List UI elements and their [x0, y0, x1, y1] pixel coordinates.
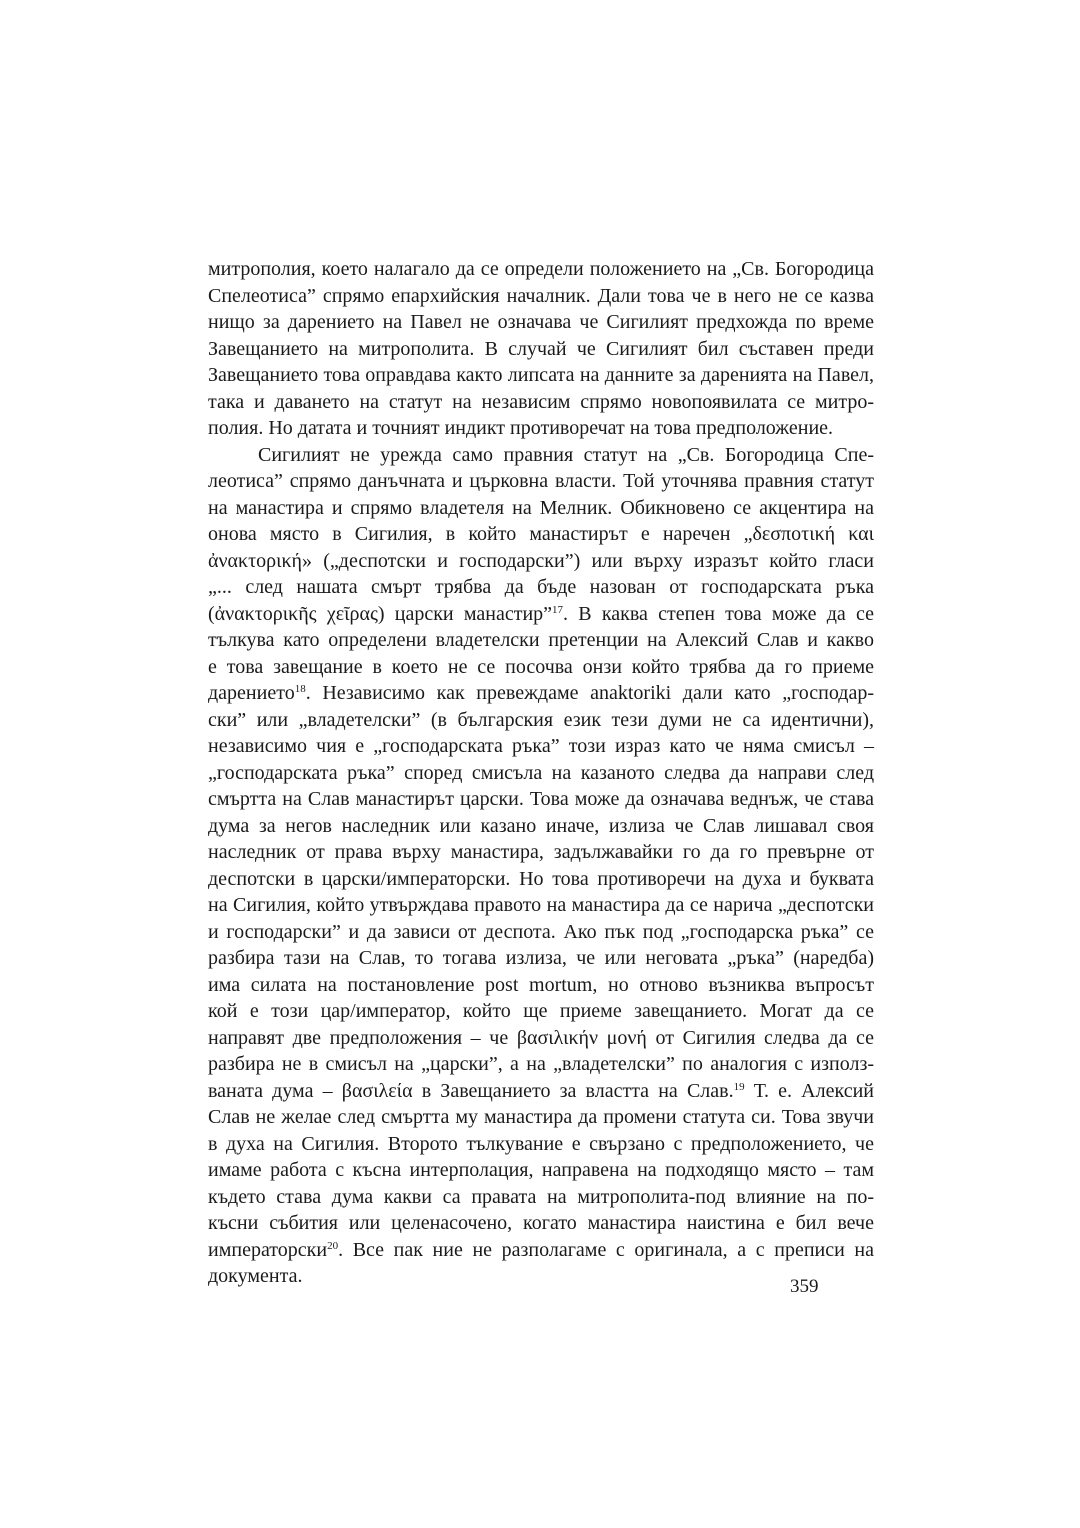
text-line: Завещанието на митрополита. В случай че Сигилият бил съставен преди: [208, 337, 874, 360]
footnote-ref-18[interactable]: 18: [294, 683, 306, 695]
text-line: [208, 680, 874, 707]
text-line: и господарски” и да зависи от деспота. Ако пък под „господарска ръка” се: [208, 920, 874, 943]
text-line: „господарската ръка” според смисъла на казаното следва да направи след: [208, 761, 874, 784]
paragraph-start-line: Сигилият не урежда само правния статут на „Св. Богородица Спе-: [258, 443, 874, 466]
line-text: дарението: [208, 682, 295, 704]
text-line: [208, 1237, 874, 1264]
text-line: е това завещание в което не се посочва онзи който трябва да го приеме: [208, 655, 874, 678]
text-line: разбира тази на Слав, то тогава излиза, че или неговата „ръка” (наредба): [208, 947, 874, 969]
body-text: [208, 256, 874, 1290]
text-line: наследник от права върху манастира, задължавайки го да го превърне от: [208, 841, 874, 863]
text-line: онова място в Сигилия, в който манастирът е наречен „δεσποτική και: [208, 523, 874, 545]
text-line: Завещанието това оправдава както липсата на данните за даренията на Павел,: [208, 364, 874, 386]
text-line: смъртта на Слав манастирът царски. Това може да означава веднъж, че става: [208, 788, 874, 810]
line-text: . В каква степен това може да се: [563, 602, 874, 625]
text-line: разбира не в смисъл на „царски”, а на „владетелски” по аналогия с използ-: [208, 1053, 874, 1075]
text-line: документа.: [208, 1265, 303, 1287]
footnote-ref-19[interactable]: 19: [733, 1080, 745, 1093]
page-number: 359: [790, 1276, 819, 1297]
text-line: в духа на Сигилия. Второто тълкувание е свързано с предположението, че: [208, 1132, 874, 1155]
text-line: кой е този цар/император, който ще приеме завещанието. Могат да се: [208, 1000, 874, 1022]
footnote-ref-20[interactable]: 20: [327, 1239, 339, 1252]
text-line: леотиса” спрямо данъчната и църковна власти. Той уточнява правния статут: [208, 470, 874, 492]
text-line: имаме работа с късна интерполация, направена на подходящо място – там: [208, 1159, 874, 1181]
text-line: ски” или „владетелски” (в българския език тези думи не са идентични),: [208, 708, 874, 731]
text-line: Слав не желае след смъртта му манастира да промени статута си. Това звучи: [208, 1106, 874, 1128]
text-line: [208, 601, 874, 628]
text-line: дума за негов наследник или казано иначе, излиза че Слав лишавал своя: [208, 814, 874, 837]
text-line: на манастира и спрямо владетеля на Мелник. Обикновено се акцентира на: [208, 496, 874, 519]
text-line: така и даването на статут на независим спрямо новопоявилата се митро-: [208, 390, 874, 413]
text-line: където става дума какви са правата на митрополита-под влияние на по-: [208, 1185, 874, 1208]
text-line: нищо за дарението на Павел не означава че Сигилият предхожда по време: [208, 311, 874, 333]
footnote-ref-17[interactable]: 17: [552, 603, 564, 616]
text-line: направят две предположения – че βασιλικήν μονή от Сигилия следва да се: [208, 1026, 874, 1049]
line-text: . Все пак ние не разполагаме с оригинала, а с преписи на: [338, 1238, 874, 1261]
text-line: „... след нашата смърт трябва да бъде назован от господарската ръка: [208, 576, 874, 598]
line-text: Т. е. Алексий: [744, 1079, 874, 1102]
text-line: [208, 1078, 874, 1105]
text-line: късни събития или целенасочено, когато манастира наистина е бил вече: [208, 1212, 874, 1234]
text-line: независимо чия е „господарската ръка” този израз като че няма смисъл –: [208, 735, 874, 757]
text-line: Спелеотиса” спрямо епархийския началник. Дали това че в него не се казва: [208, 284, 874, 307]
text-line: на Сигилия, който утвърждава правото на манастира да се нарича „деспотски: [208, 894, 874, 916]
line-text: . Независимо как превеждаме anaktoriki дали като „господар-: [305, 682, 874, 704]
text-line: тълкува като определени владетелски претенции на Алексий Слав и какво: [208, 629, 874, 651]
line-text: (ἀνακτορικῆς χεῖρας) царски манастир”: [208, 602, 553, 625]
text-line: полия. Но датата и точният индикт противоречат на това предположение.: [208, 417, 834, 439]
text-line: има силата на постановление post mortum, но отново възниква въпросът: [208, 973, 874, 996]
text-line: деспотски в царски/императорски. Но това противоречи на духа и буквата: [208, 867, 874, 890]
line-text: императорски: [208, 1238, 328, 1261]
text-line: митрополия, което налагало да се определи положението на „Св. Богородица: [208, 258, 874, 280]
line-text: ваната дума – βασιλεία в Завещанието за властта на Слав.: [208, 1079, 734, 1102]
text-line: ἀνακτορική» („деспотски и господарски”) или върху изразът който гласи: [208, 549, 874, 572]
